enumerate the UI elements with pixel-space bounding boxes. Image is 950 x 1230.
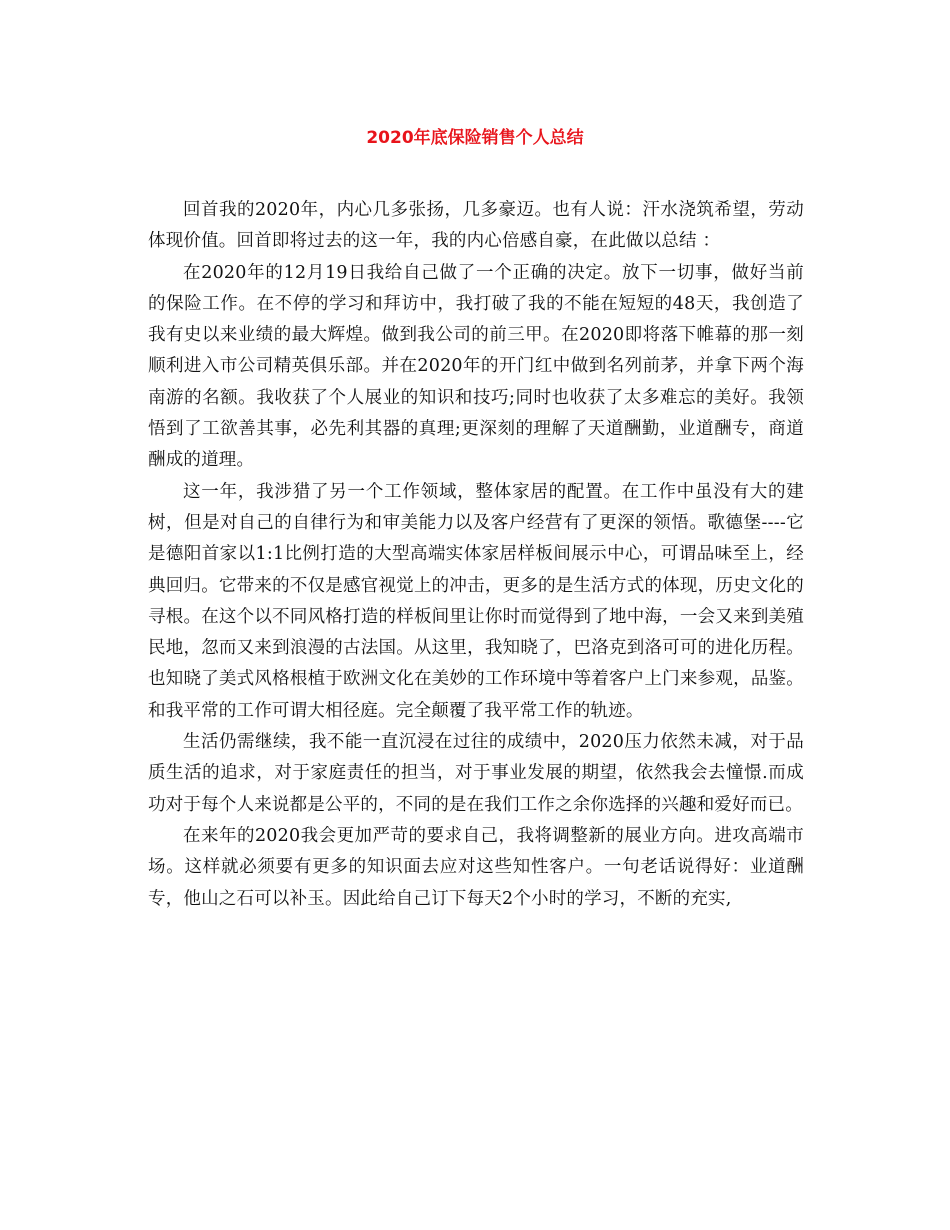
document-body (148, 195, 804, 915)
document-title: 2020年底保险销售个人总结 (366, 128, 584, 148)
paragraph-4: 生活仍需继续，我不能一直沉浸在过往的成绩中，2020压力依然未减，对于品质生活的追求，对于家庭责任的担当，对于事业发展的期望，依然我会去憧憬.而成功对于每个人来说都是公平的，不同的是在我们工作之余你选择的兴趣和爱好而已。 (148, 732, 804, 815)
paragraph-3: 这一年，我涉猎了另一个工作领域，整体家居的配置。在工作中虽没有大的建树，但是对自己的自律行为和审美能力以及客户经营有了更深的领悟。歌德堡----它是德阳首家以1:1比例打造的大型高端实体家居样板间展示中心，可谓品味至上，经典回归。它带来的不仅是感官视觉上的冲击，更多的是生活方式的体现，历史文化的寻根。在这个以不同风格打造的样板间里让你时而觉得到了地中海，一会又来到美殖民地，忽而又来到浪漫的古法国。从这里，我知晓了，巴洛克到洛可可的进化历程。也知晓了美式风格根植于欧洲文化在美妙的工作环境中等着客户上门来参观，品鉴。和我平常的工作可谓大相径庭。完全颠覆了我平常工作的轨迹。 (148, 481, 804, 721)
paragraph-2: 在2020年的12月19日我给自己做了一个正确的决定。放下一切事，做好当前的保险工作。在不停的学习和拜访中，我打破了我的不能在短短的48天，我创造了我有史以来业绩的最大辉煌。做到我公司的前三甲。在2020即将落下帷幕的那一刻顺利进入市公司精英俱乐部。并在2020年的开门红中做到名列前茅，并拿下两个海南游的名额。我收获了个人展业的知识和技巧;同时也收获了太多难忘的美好。我领悟到了工欲善其事，必先利其器的真理;更深刻的理解了天道酬勤，业道酬专，商道酬成的道理。 (148, 262, 804, 471)
paragraph-1: 回首我的2020年，内心几多张扬，几多豪迈。也有人说：汗水浇筑希望，劳动体现价值。回首即将过去的这一年，我的内心倍感自豪，在此做以总结 ： (148, 200, 804, 252)
paragraph-5: 在来年的2020我会更加严苛的要求自己，我将调整新的展业方向。进攻高端市场。这样就必须要有更多的知识面去应对这些知性客户。一句老话说得好：业道酬专，他山之石可以补玉。因此给自己订下每天2个小时的学习，不断的充实, (148, 825, 804, 909)
